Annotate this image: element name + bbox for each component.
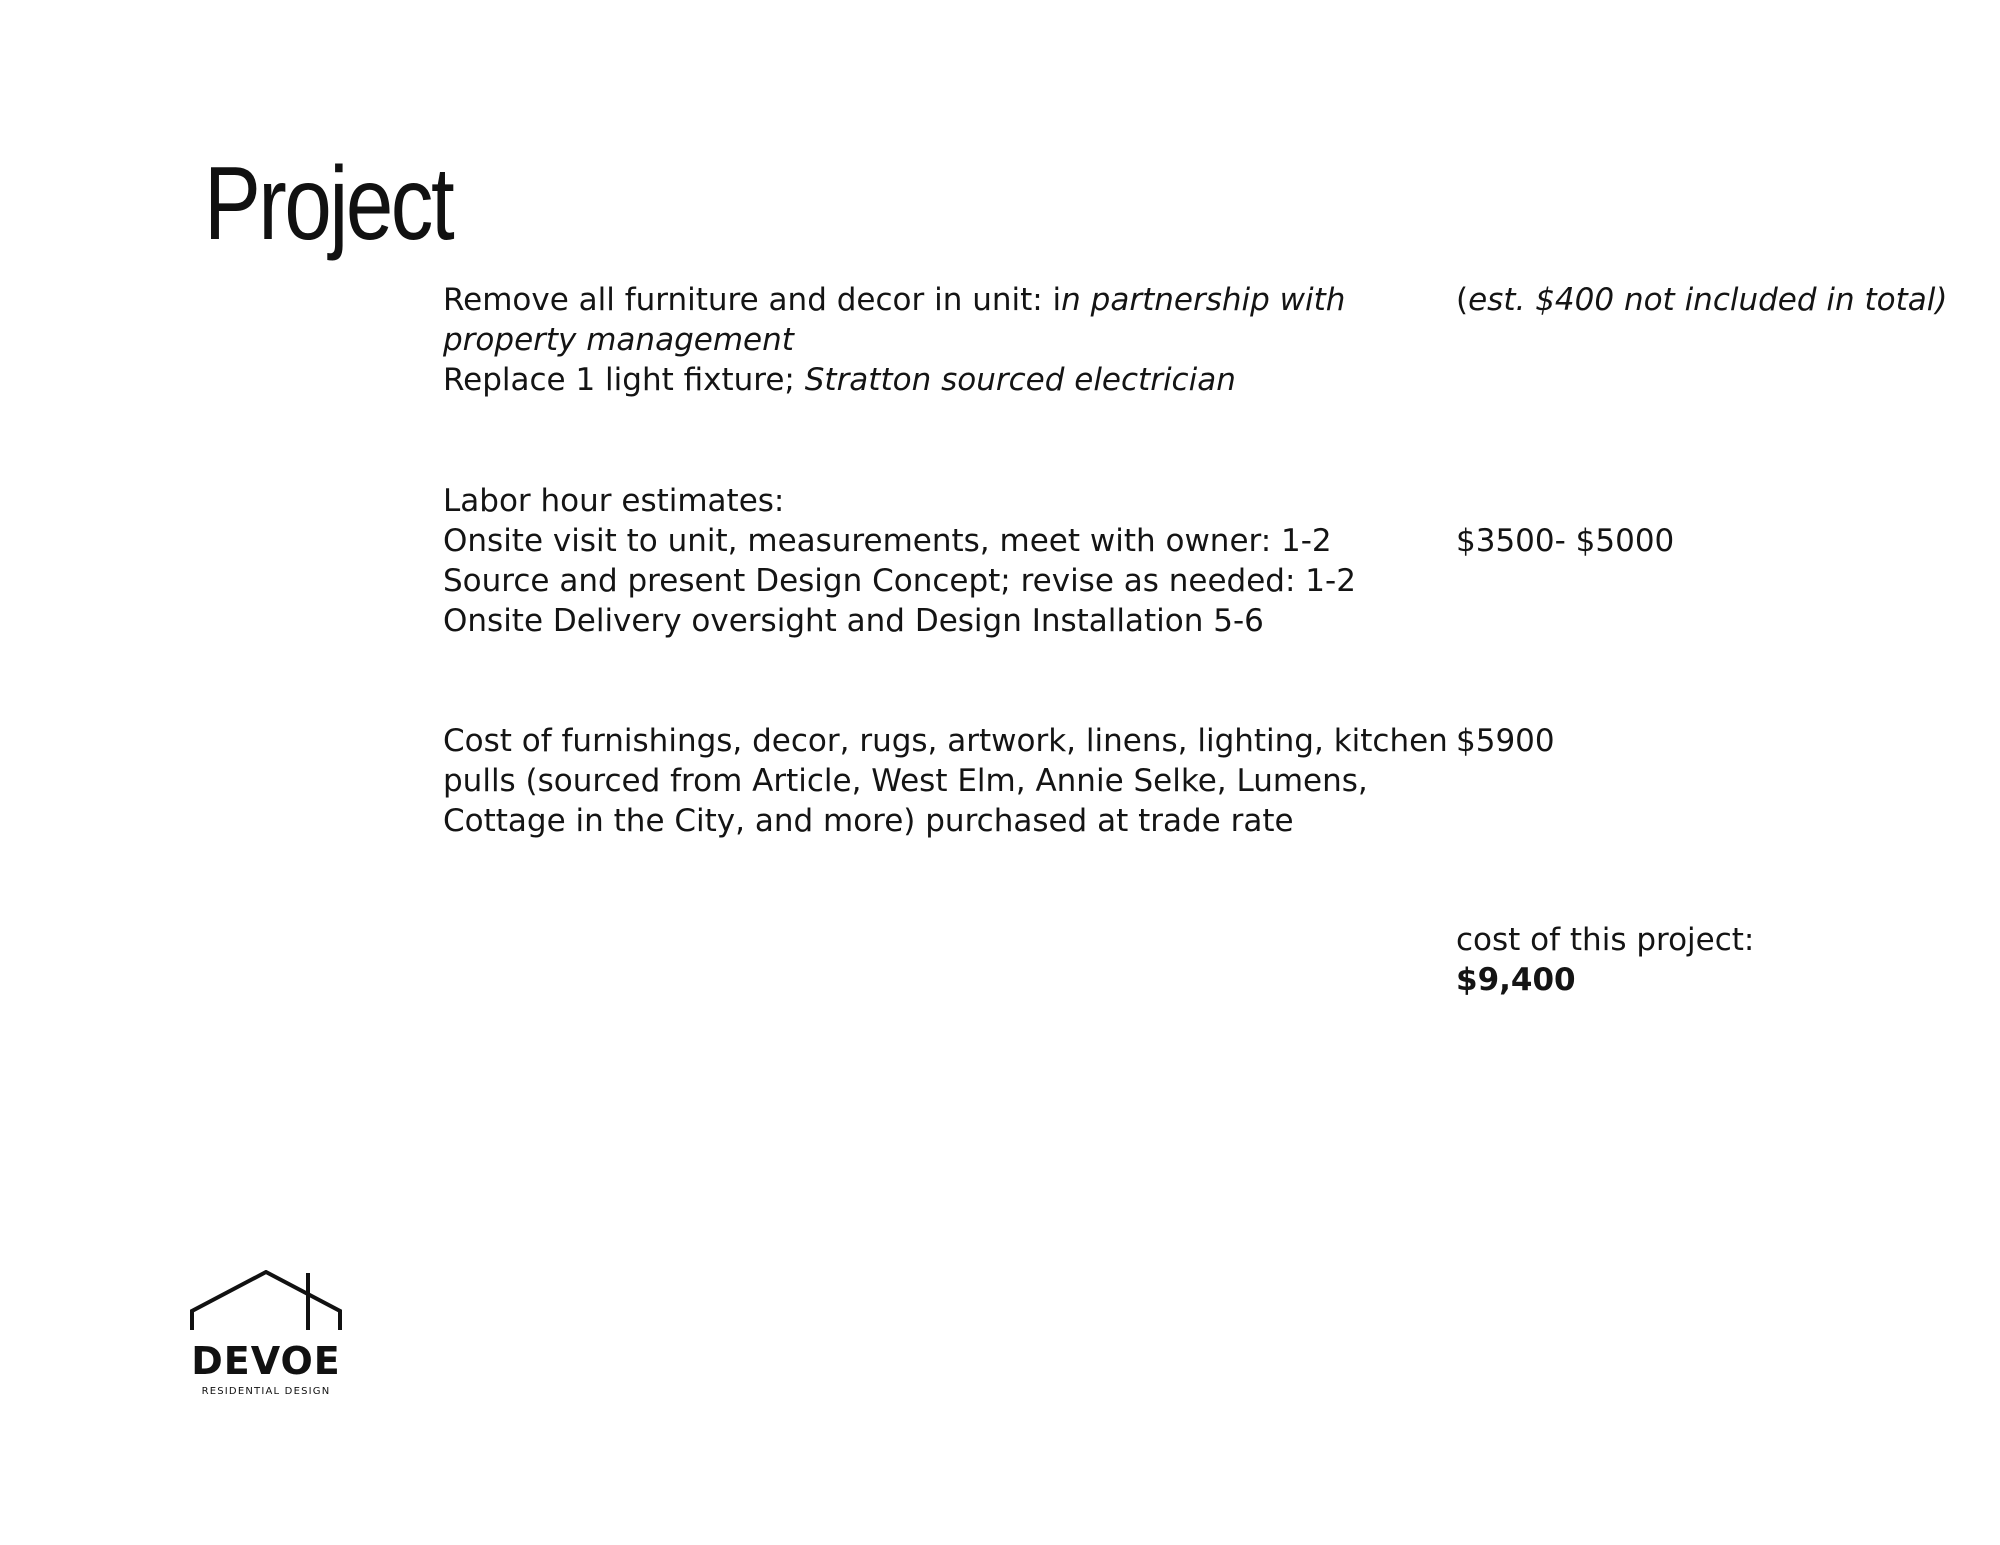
item-3-line-3: Cottage in the City, and more) purchased at trade rate (443, 803, 1294, 839)
item-3-line-2: pulls (sourced from Article, West Elm, Annie Selke, Lumens, (443, 763, 1368, 799)
devoe-logo (186, 1270, 346, 1420)
item-1-line-2: property management (443, 322, 794, 358)
item-2-description (443, 481, 1356, 641)
item-1-description (443, 280, 1345, 400)
item-2-line-4: Onsite Delivery oversight and Design Installation 5-6 (443, 603, 1264, 639)
project-total (1456, 920, 1754, 1000)
house-roof-icon (186, 1270, 346, 1340)
item-2-cost: $3500- $5000 (1456, 523, 1675, 559)
item-1-line-3: Replace 1 light fixture; Stratton sourced electrician (443, 362, 1236, 398)
page-title: Project (204, 146, 453, 262)
item-3-cost: $5900 (1456, 723, 1555, 759)
item-2-line-1: Labor hour estimates: (443, 483, 785, 519)
item-2-line-2: Onsite visit to unit, measurements, meet with owner: 1-2 (443, 523, 1332, 559)
logo-tagline: RESIDENTIAL DESIGN (201, 1386, 331, 1397)
item-3-line-1: Cost of furnishings, decor, rugs, artwork, linens, lighting, kitchen (443, 723, 1448, 759)
project-total-value: $9,400 (1456, 962, 1576, 998)
item-1-line-1: Remove all furniture and decor in unit: in partnership with (443, 282, 1346, 318)
logo-name: DEVOE (191, 1339, 341, 1383)
item-2-line-3: Source and present Design Concept; revise as needed: 1-2 (443, 563, 1356, 599)
item-1-cost: (est. $400 not included in total) (1456, 282, 1948, 318)
project-total-label: cost of this project: (1456, 922, 1755, 958)
item-3-description (443, 721, 1448, 841)
